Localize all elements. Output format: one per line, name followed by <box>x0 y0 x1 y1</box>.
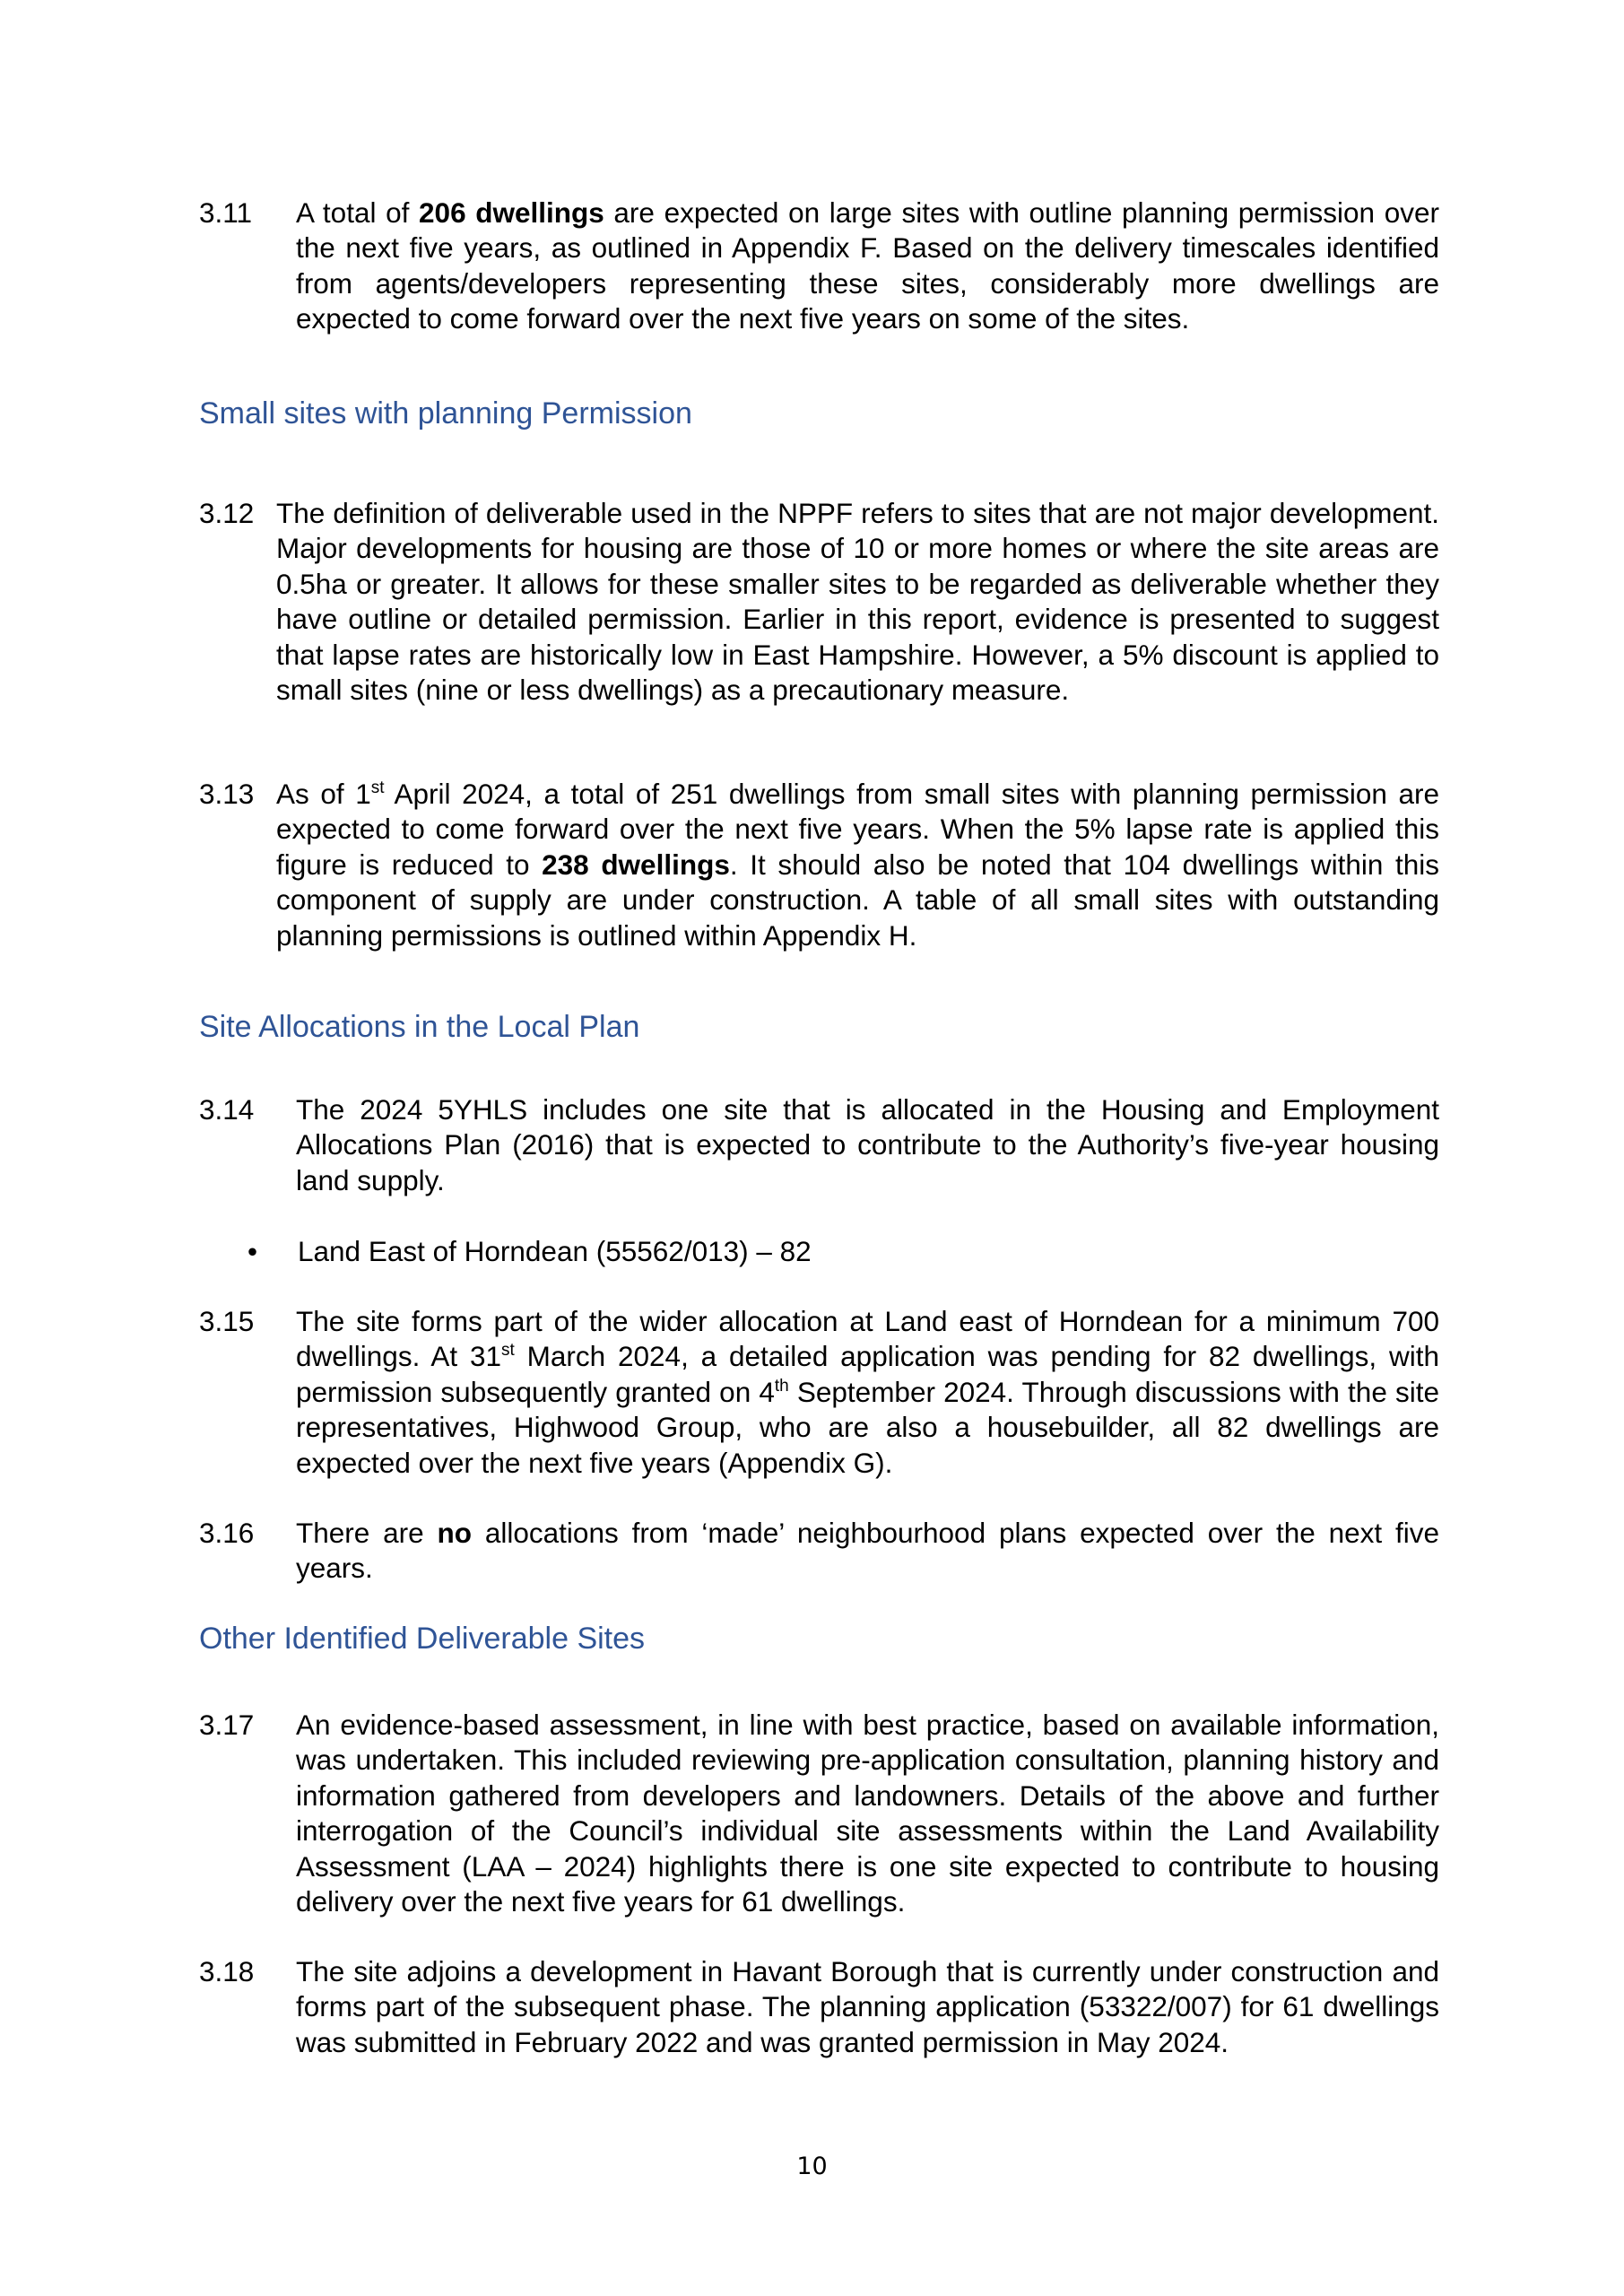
paragraph-text: The definition of deliverable used in the NPPF refers to sites that are not major development. Major developments for housing are those of 10 or more homes or where the site areas are 0.5ha or greater. It allows for these smaller sites to be regarded as deliverable whether they have outline or detailed permission. Earlier in this report, evidence is presented to suggest that lapse rates are historically low in East Hampshire. However, a 5% discount is applied to small sites (nine or less dwellings) as a precautionary measure. <box>276 497 1439 707</box>
paragraph-number: 3.12 <box>199 497 255 529</box>
paragraph-number: 3.11 <box>199 196 252 229</box>
paragraph-text: The site forms part of the wider allocation at Land east of Horndean for a minimum 700 dwellings. At 31st March 2024, a detailed application was pending for 82 dwellings, with permission subsequently granted on 4th September 2024. Through discussions with the site representatives, Highwood Group, who are also a housebuilder, all 82 dwellings are expected over the next five years (Appendix G). <box>296 1305 1439 1479</box>
paragraph-number: 3.13 <box>199 778 255 810</box>
paragraph-number: 3.14 <box>199 1093 255 1126</box>
bullet-marker: • <box>248 1235 258 1267</box>
paragraph-3-18 <box>199 1954 1439 2060</box>
paragraph-3-11 <box>199 196 1439 337</box>
section-heading-small-sites: Small sites with planning Permission <box>199 396 692 430</box>
paragraph-3-13 <box>199 777 1439 953</box>
bold-figure: 238 dwellings <box>542 848 730 881</box>
section-heading-site-allocations: Site Allocations in the Local Plan <box>199 1010 640 1044</box>
paragraph-number: 3.16 <box>199 1517 255 1549</box>
paragraph-text: The 2024 5YHLS includes one site that is allocated in the Housing and Employment Allocations Plan (2016) that is expected to contribute to the Authority’s five-year housing land supply. <box>296 1093 1439 1196</box>
paragraph-text: The site adjoins a development in Havant Borough that is currently under construction and forms part of the subsequent phase. The planning application (53322/007) for 61 dwellings was submitted in February 2022 and was granted permission in May 2024. <box>296 1955 1439 2058</box>
paragraph-text: An evidence-based assessment, in line with best practice, based on available information, was undertaken. This included reviewing pre-application consultation, planning history and information gathered from developers and landowners. Details of the above and further interrogation of the Council’s individual site assessments within the Land Availability Assessment (LAA – 2024) highlights there is one site expected to contribute to housing delivery over the next five years for 61 dwellings. <box>296 1709 1439 1918</box>
section-heading-other-sites: Other Identified Deliverable Sites <box>199 1622 646 1656</box>
paragraph-3-15 <box>199 1304 1439 1481</box>
paragraph-3-16 <box>199 1516 1439 1587</box>
paragraph-3-14 <box>199 1092 1439 1198</box>
paragraph-3-17 <box>199 1708 1439 1919</box>
paragraph-number: 3.15 <box>199 1305 255 1337</box>
paragraph-number: 3.17 <box>199 1709 255 1741</box>
paragraph-3-12 <box>199 496 1439 708</box>
paragraph-text: A total of 206 dwellings are expected on large sites with outline planning permission over the next five years, as outlined in Appendix F. Based on the delivery timescales identified from agents/developers representing these sites, considerably more dwellings are expected to come forward over the next five years on some of the sites. <box>296 196 1439 335</box>
bold-figure: 206 dwellings <box>419 196 604 229</box>
bold-word: no <box>437 1517 473 1549</box>
paragraph-text: As of 1st April 2024, a total of 251 dwellings from small sites with planning permission are expected to come forward over the next five years. When the 5% lapse rate is applied this figure is reduced to 238 dwellings. It should also be noted that 104 dwellings within this component of supply are under construction. A table of all small sites with outstanding planning permissions is outlined within Appendix H. <box>276 778 1440 952</box>
bullet-text: Land East of Horndean (55562/013) – 82 <box>298 1235 812 1267</box>
paragraph-text: There are no allocations from ‘made’ neighbourhood plans expected over the next five years. <box>296 1517 1439 1585</box>
paragraph-number: 3.18 <box>199 1955 255 1987</box>
page-number: 10 <box>796 2152 828 2180</box>
